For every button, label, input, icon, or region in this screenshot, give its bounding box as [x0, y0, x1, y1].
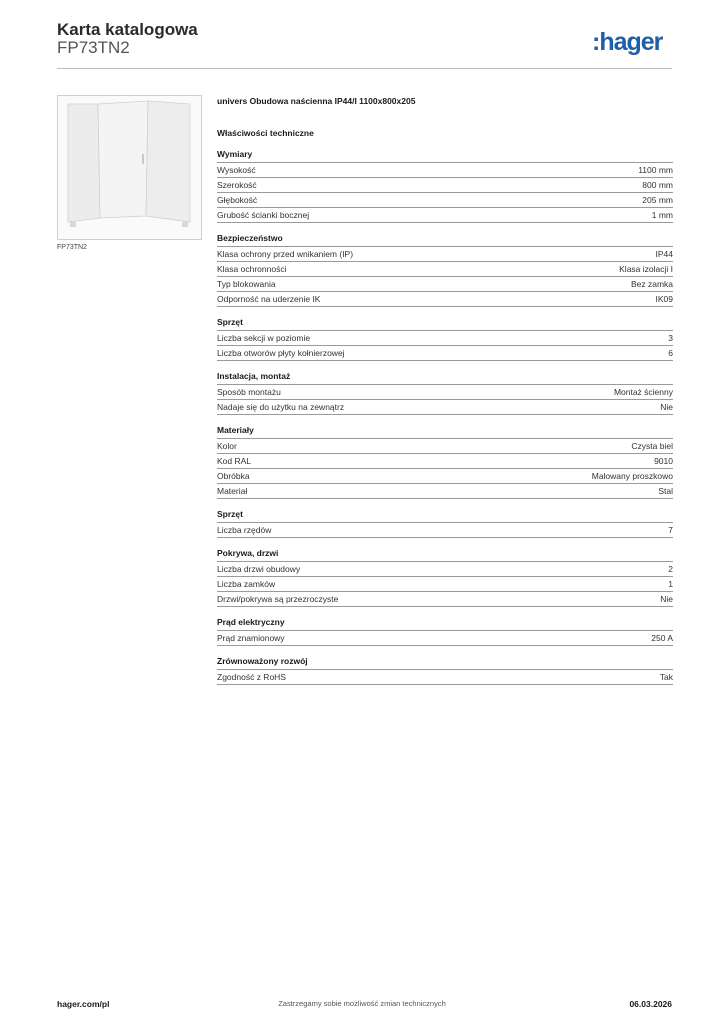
spec-value: 800 mm [642, 180, 673, 190]
spec-row [217, 439, 673, 454]
image-caption: FP73TN2 [57, 244, 87, 251]
spec-value: 250 A [651, 633, 673, 643]
spec-row [217, 262, 673, 277]
spec-row [217, 454, 673, 469]
spec-label: Klasa ochronności [217, 264, 287, 274]
spec-value: 1 mm [651, 210, 673, 220]
spec-row [217, 577, 673, 592]
spec-group [217, 370, 673, 415]
spec-label: Obróbka [217, 471, 250, 481]
spec-content [217, 96, 673, 694]
spec-label: Drzwi/pokrywa są przezroczyste [217, 594, 339, 604]
spec-label: Liczba drzwi obudowy [217, 564, 301, 574]
spec-row [217, 523, 673, 538]
spec-label: Prąd znamionowy [217, 633, 285, 643]
page-title: Karta katalogowa [57, 20, 198, 39]
spec-group [217, 616, 673, 646]
spec-value: 2 [668, 564, 673, 574]
spec-value: IP44 [655, 249, 673, 259]
spec-label: Liczba zamków [217, 579, 276, 589]
spec-row [217, 346, 673, 361]
spec-value: 1100 mm [638, 165, 673, 175]
product-code: FP73TN2 [57, 38, 130, 57]
spec-group-title: Zrównoważony rozwój [217, 655, 673, 670]
spec-value: Czysta biel [631, 441, 673, 451]
spec-value: 1 [668, 579, 673, 589]
spec-group [217, 547, 673, 607]
spec-group [217, 148, 673, 223]
spec-row [217, 208, 673, 223]
spec-label: Typ blokowania [217, 279, 276, 289]
spec-group-title: Wymiary [217, 148, 673, 163]
product-image [57, 95, 202, 240]
spec-value: Malowany proszkowo [591, 471, 673, 481]
spec-row [217, 247, 673, 262]
spec-label: Odporność na uderzenie IK [217, 294, 321, 304]
spec-row [217, 670, 673, 685]
spec-label: Kod RAL [217, 456, 252, 466]
spec-group [217, 508, 673, 538]
spec-row [217, 193, 673, 208]
spec-value: IK09 [655, 294, 673, 304]
spec-label: Liczba sekcji w poziomie [217, 333, 311, 343]
spec-row [217, 592, 673, 607]
spec-label: Klasa ochrony przed wnikaniem (IP) [217, 249, 354, 259]
spec-label: Kolor [217, 441, 237, 451]
spec-group-title: Instalacja, montaż [217, 370, 673, 385]
spec-row [217, 277, 673, 292]
spec-value: 7 [668, 525, 673, 535]
spec-group-title: Sprzęt [217, 316, 673, 331]
spec-label: Nadaje się do użytku na zewnątrz [217, 402, 345, 412]
spec-row [217, 331, 673, 346]
spec-label: Sposób montażu [217, 387, 281, 397]
spec-row [217, 631, 673, 646]
spec-value: Nie [660, 594, 673, 604]
spec-group [217, 232, 673, 307]
spec-group-title: Prąd elektryczny [217, 616, 673, 631]
spec-groups [217, 148, 673, 685]
spec-value: 3 [668, 333, 673, 343]
spec-value: Nie [660, 402, 673, 412]
spec-value: Bez zamka [630, 279, 673, 289]
enclosure-illustration [58, 96, 201, 239]
spec-value: 6 [668, 348, 673, 358]
spec-value: 205 mm [642, 195, 673, 205]
spec-label: Grubość ścianki bocznej [217, 210, 310, 220]
spec-group-title: Materiały [217, 424, 673, 439]
footer-date: 06.03.2026 [629, 999, 672, 1009]
spec-row [217, 469, 673, 484]
spec-row [217, 484, 673, 499]
spec-group [217, 655, 673, 685]
spec-group [217, 316, 673, 361]
spec-row [217, 163, 673, 178]
hager-logo [592, 28, 674, 56]
spec-value: Stal [658, 486, 673, 496]
footer-website: hager.com/pl [57, 999, 110, 1009]
section-label: Właściwości techniczne [217, 128, 314, 138]
spec-label: Głębokość [217, 195, 258, 205]
spec-label: Liczba rzędów [217, 525, 272, 535]
product-title: univers Obudowa naścienna IP44/I 1100x800x205 [217, 96, 416, 106]
spec-label: Liczba otworów płyty kołnierzowej [217, 348, 345, 358]
spec-row [217, 385, 673, 400]
spec-group-title: Sprzęt [217, 508, 673, 523]
spec-label: Wysokość [217, 165, 256, 175]
svg-text::hager: :hager [592, 28, 663, 56]
spec-label: Zgodność z RoHS [217, 672, 286, 682]
spec-value: Tak [659, 672, 673, 682]
header-divider [57, 68, 672, 69]
footer-disclaimer: Zastrzegamy sobie możliwość zmian technicznych [278, 999, 446, 1008]
spec-value: 9010 [654, 456, 673, 466]
spec-row [217, 178, 673, 193]
spec-row [217, 400, 673, 415]
spec-label: Materiał [217, 486, 248, 496]
spec-value: Montaż ścienny [613, 387, 673, 397]
spec-group [217, 424, 673, 499]
spec-group-title: Pokrywa, drzwi [217, 547, 673, 562]
spec-value: Klasa izolacji I [619, 264, 673, 274]
spec-label: Szerokość [217, 180, 257, 190]
spec-group-title: Bezpieczeństwo [217, 232, 673, 247]
spec-row [217, 562, 673, 577]
spec-row [217, 292, 673, 307]
